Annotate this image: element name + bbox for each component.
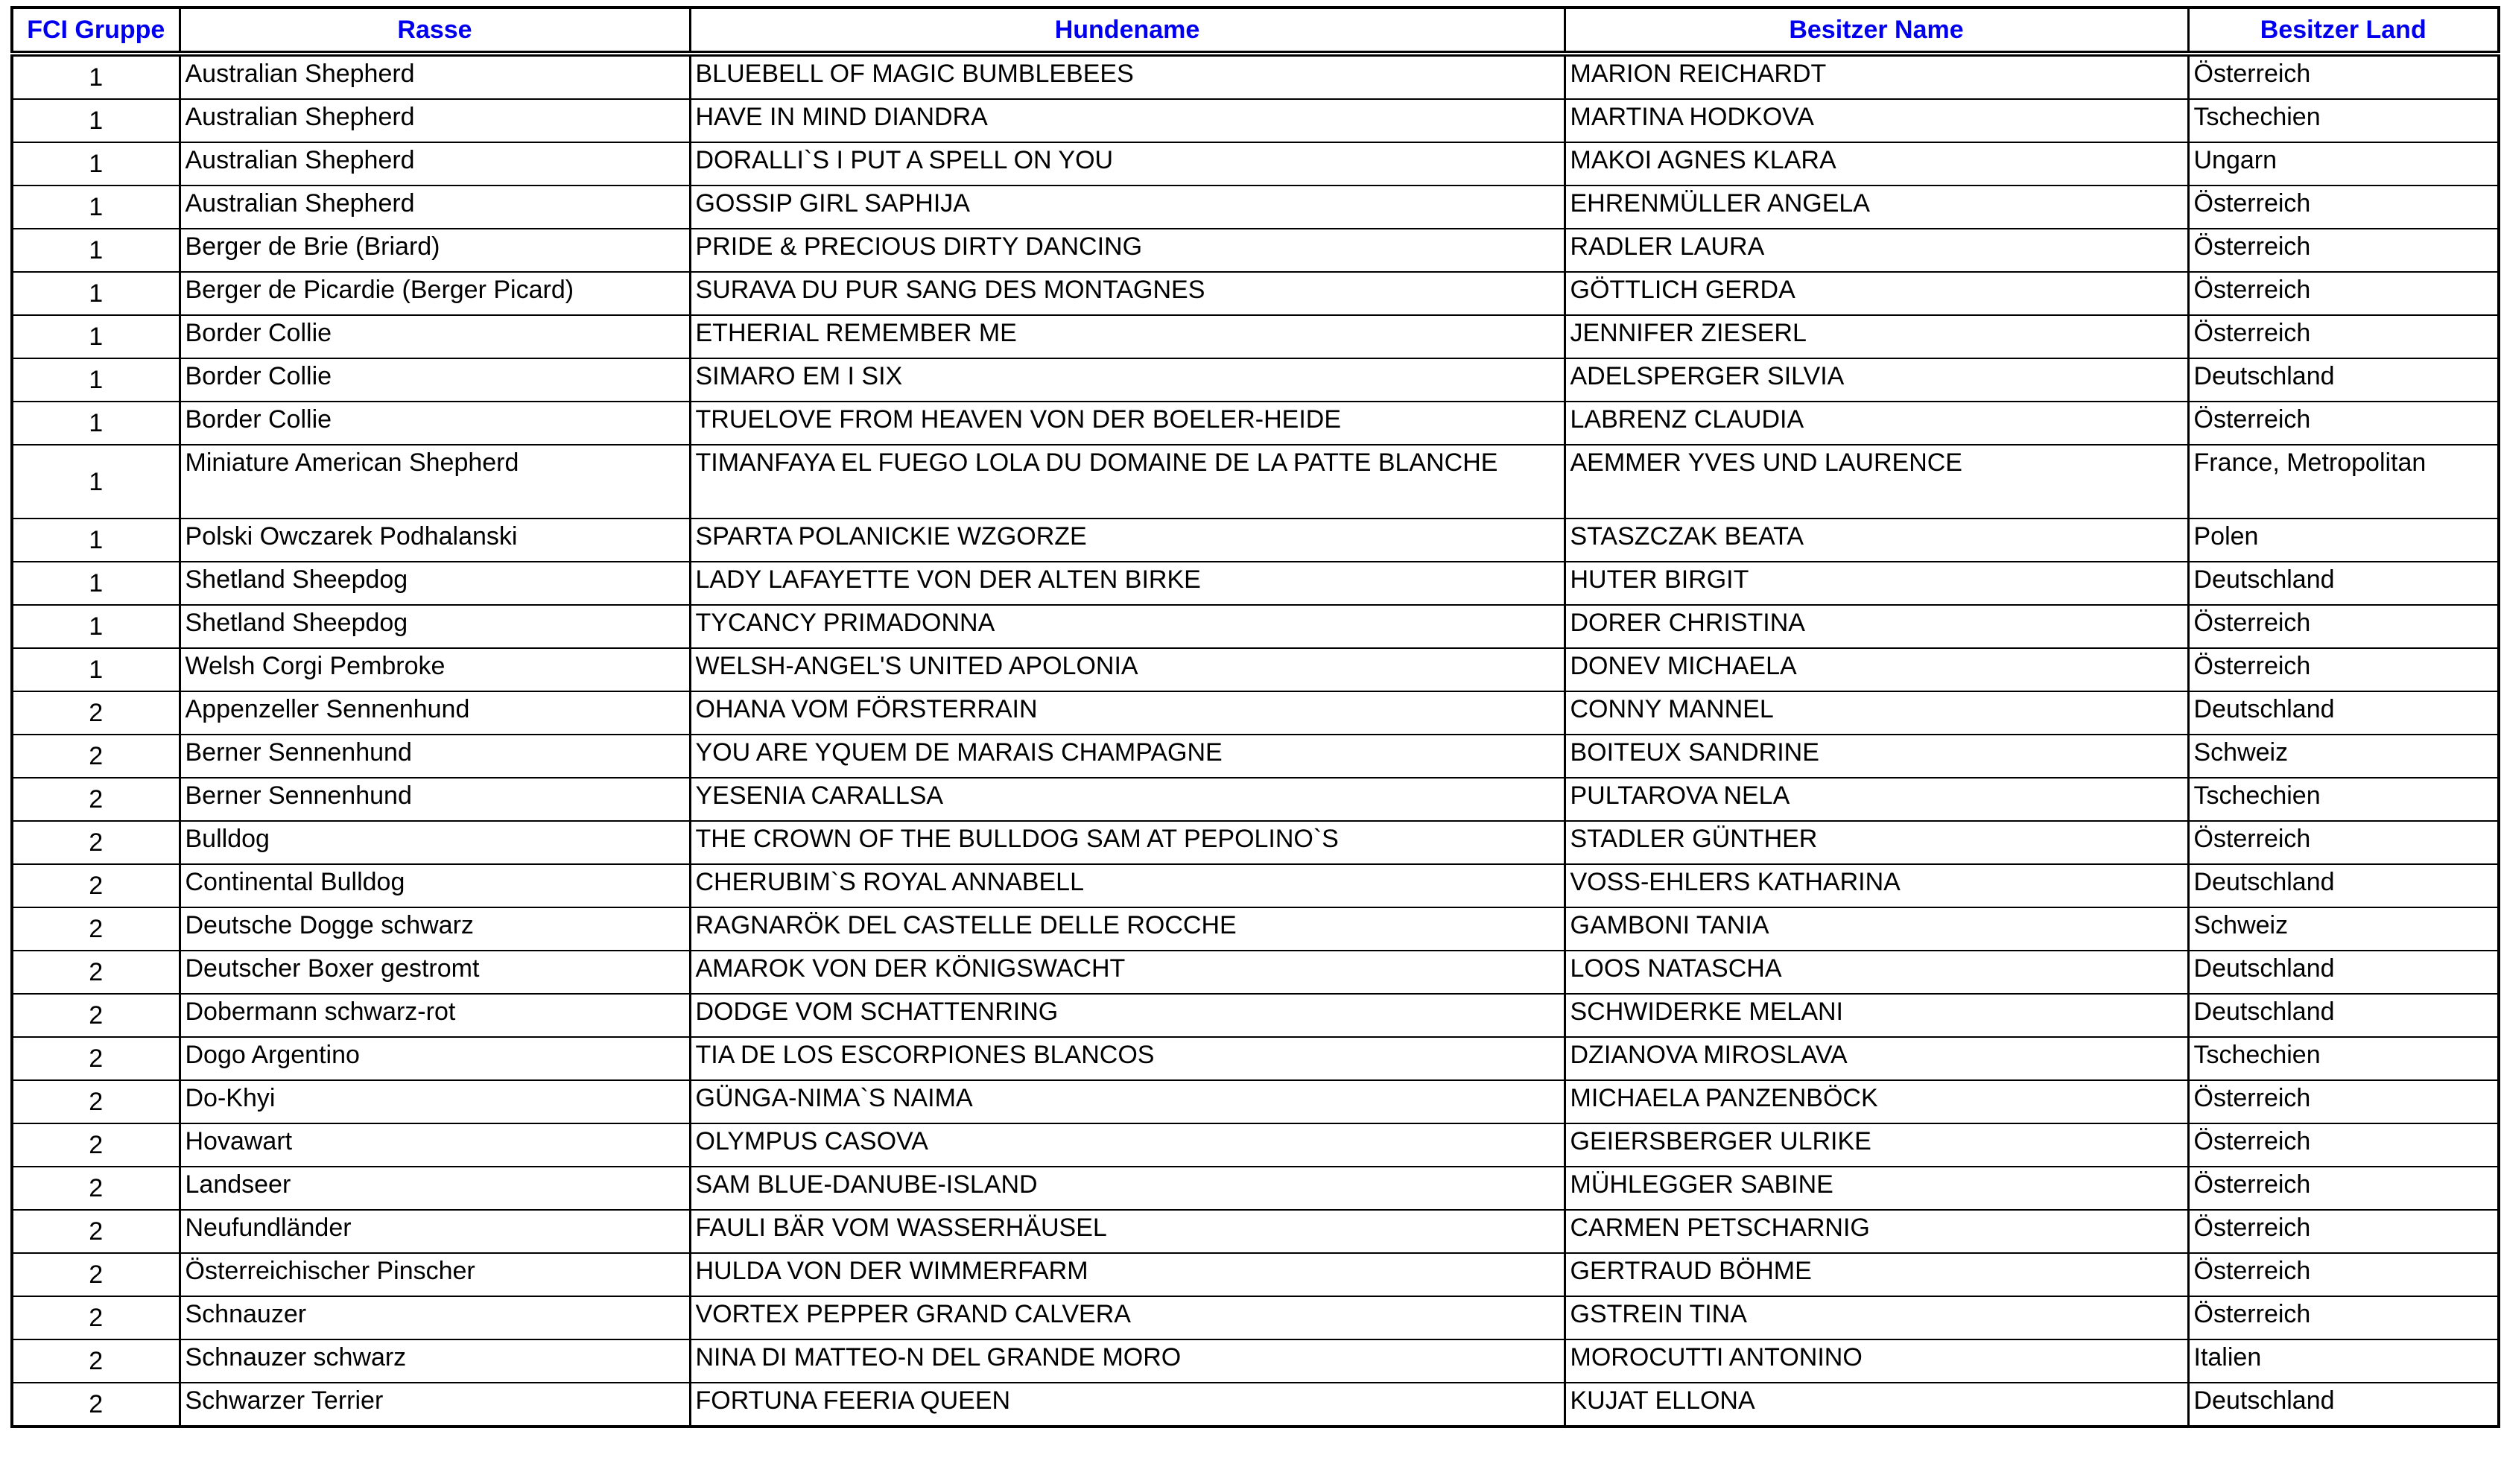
cell-dog-name: NINA DI MATTEO-N DEL GRANDE MORO: [690, 1339, 1565, 1383]
cell-owner-name: DZIANOVA MIROSLAVA: [1565, 1037, 2188, 1080]
cell-owner-country: Polen: [2188, 519, 2499, 562]
cell-breed: Bulldog: [180, 821, 690, 864]
cell-fci-group: 2: [12, 907, 180, 951]
cell-breed: Deutscher Boxer gestromt: [180, 951, 690, 994]
table-row: [12, 142, 2499, 186]
cell-breed: Border Collie: [180, 315, 690, 358]
cell-dog-name: GOSSIP GIRL SAPHIJA: [690, 186, 1565, 229]
cell-breed: Australian Shepherd: [180, 99, 690, 142]
cell-owner-country: Tschechien: [2188, 99, 2499, 142]
cell-breed: Shetland Sheepdog: [180, 605, 690, 648]
table-row: [12, 402, 2499, 445]
cell-breed: Berner Sennenhund: [180, 778, 690, 821]
cell-owner-name: GAMBONI TANIA: [1565, 907, 2188, 951]
cell-fci-group: 1: [12, 99, 180, 142]
header-owner-country: Besitzer Land: [2188, 7, 2499, 54]
table-row: [12, 272, 2499, 315]
cell-owner-country: Ungarn: [2188, 142, 2499, 186]
cell-owner-name: LABRENZ CLAUDIA: [1565, 402, 2188, 445]
cell-owner-country: Österreich: [2188, 1123, 2499, 1167]
cell-breed: Deutsche Dogge schwarz: [180, 907, 690, 951]
cell-fci-group: 2: [12, 1167, 180, 1210]
cell-owner-country: Österreich: [2188, 54, 2499, 99]
cell-fci-group: 1: [12, 229, 180, 272]
table-row: [12, 1296, 2499, 1339]
cell-owner-country: Deutschland: [2188, 864, 2499, 907]
cell-owner-country: Schweiz: [2188, 735, 2499, 778]
table-row: [12, 229, 2499, 272]
cell-dog-name: AMAROK VON DER KÖNIGSWACHT: [690, 951, 1565, 994]
cell-dog-name: WELSH-ANGEL'S UNITED APOLONIA: [690, 648, 1565, 691]
cell-owner-name: GEIERSBERGER ULRIKE: [1565, 1123, 2188, 1167]
header-owner-name: Besitzer Name: [1565, 7, 2188, 54]
table-row: [12, 99, 2499, 142]
table-row: [12, 1210, 2499, 1253]
cell-dog-name: HULDA VON DER WIMMERFARM: [690, 1253, 1565, 1296]
cell-breed: Schwarzer Terrier: [180, 1383, 690, 1427]
cell-breed: Berger de Picardie (Berger Picard): [180, 272, 690, 315]
table-row: [12, 648, 2499, 691]
cell-breed: Border Collie: [180, 358, 690, 402]
cell-fci-group: 1: [12, 445, 180, 519]
cell-fci-group: 2: [12, 1253, 180, 1296]
table-row: [12, 1080, 2499, 1123]
cell-fci-group: 2: [12, 1296, 180, 1339]
header-fci-group: FCI Gruppe: [12, 7, 180, 54]
cell-owner-name: GSTREIN TINA: [1565, 1296, 2188, 1339]
cell-owner-country: Deutschland: [2188, 994, 2499, 1037]
cell-breed: Polski Owczarek Podhalanski: [180, 519, 690, 562]
table-row: [12, 1339, 2499, 1383]
cell-owner-name: STADLER GÜNTHER: [1565, 821, 2188, 864]
cell-fci-group: 1: [12, 562, 180, 605]
cell-owner-name: BOITEUX SANDRINE: [1565, 735, 2188, 778]
table-row: [12, 519, 2499, 562]
cell-fci-group: 2: [12, 1210, 180, 1253]
table-row: [12, 186, 2499, 229]
cell-dog-name: PRIDE & PRECIOUS DIRTY DANCING: [690, 229, 1565, 272]
cell-owner-name: MARTINA HODKOVA: [1565, 99, 2188, 142]
cell-dog-name: DODGE VOM SCHATTENRING: [690, 994, 1565, 1037]
cell-owner-name: CARMEN PETSCHARNIG: [1565, 1210, 2188, 1253]
table-row: [12, 691, 2499, 735]
cell-dog-name: LADY LAFAYETTE VON DER ALTEN BIRKE: [690, 562, 1565, 605]
table-row: [12, 605, 2499, 648]
cell-owner-country: Tschechien: [2188, 1037, 2499, 1080]
cell-owner-country: Österreich: [2188, 605, 2499, 648]
cell-owner-country: Österreich: [2188, 315, 2499, 358]
cell-owner-name: GÖTTLICH GERDA: [1565, 272, 2188, 315]
cell-breed: Hovawart: [180, 1123, 690, 1167]
cell-owner-name: RADLER LAURA: [1565, 229, 2188, 272]
cell-breed: Schnauzer schwarz: [180, 1339, 690, 1383]
table-row: [12, 1123, 2499, 1167]
cell-dog-name: HAVE IN MIND DIANDRA: [690, 99, 1565, 142]
cell-dog-name: TIA DE LOS ESCORPIONES BLANCOS: [690, 1037, 1565, 1080]
cell-breed: Dogo Argentino: [180, 1037, 690, 1080]
cell-owner-country: Schweiz: [2188, 907, 2499, 951]
cell-owner-country: Deutschland: [2188, 562, 2499, 605]
cell-dog-name: GÜNGA-NIMA`S NAIMA: [690, 1080, 1565, 1123]
cell-breed: Neufundländer: [180, 1210, 690, 1253]
cell-fci-group: 2: [12, 735, 180, 778]
table-row: [12, 778, 2499, 821]
table-row: [12, 1253, 2499, 1296]
cell-owner-country: Österreich: [2188, 1167, 2499, 1210]
cell-owner-name: KUJAT ELLONA: [1565, 1383, 2188, 1427]
cell-dog-name: DORALLI`S I PUT A SPELL ON YOU: [690, 142, 1565, 186]
cell-owner-country: Österreich: [2188, 648, 2499, 691]
cell-owner-name: DONEV MICHAELA: [1565, 648, 2188, 691]
cell-owner-country: Österreich: [2188, 1253, 2499, 1296]
cell-owner-country: Deutschland: [2188, 1383, 2499, 1427]
cell-dog-name: SPARTA POLANICKIE WZGORZE: [690, 519, 1565, 562]
cell-fci-group: 2: [12, 1080, 180, 1123]
cell-owner-name: STASZCZAK BEATA: [1565, 519, 2188, 562]
cell-owner-name: ADELSPERGER SILVIA: [1565, 358, 2188, 402]
table-row: [12, 358, 2499, 402]
cell-owner-name: JENNIFER ZIESERL: [1565, 315, 2188, 358]
cell-owner-name: MÜHLEGGER SABINE: [1565, 1167, 2188, 1210]
cell-dog-name: YOU ARE YQUEM DE MARAIS CHAMPAGNE: [690, 735, 1565, 778]
cell-owner-name: GERTRAUD BÖHME: [1565, 1253, 2188, 1296]
cell-dog-name: TYCANCY PRIMADONNA: [690, 605, 1565, 648]
cell-dog-name: THE CROWN OF THE BULLDOG SAM AT PEPOLINO`S: [690, 821, 1565, 864]
cell-fci-group: 2: [12, 1037, 180, 1080]
cell-owner-country: Tschechien: [2188, 778, 2499, 821]
cell-breed: Berger de Brie (Briard): [180, 229, 690, 272]
cell-owner-name: SCHWIDERKE MELANI: [1565, 994, 2188, 1037]
cell-breed: Österreichischer Pinscher: [180, 1253, 690, 1296]
cell-fci-group: 1: [12, 605, 180, 648]
cell-fci-group: 1: [12, 648, 180, 691]
cell-fci-group: 2: [12, 1383, 180, 1427]
cell-owner-country: Österreich: [2188, 1296, 2499, 1339]
cell-owner-country: Österreich: [2188, 1210, 2499, 1253]
cell-owner-name: MARION REICHARDT: [1565, 54, 2188, 99]
cell-owner-country: Deutschland: [2188, 691, 2499, 735]
cell-fci-group: 2: [12, 821, 180, 864]
cell-breed: Miniature American Shepherd: [180, 445, 690, 519]
cell-fci-group: 2: [12, 691, 180, 735]
cell-owner-country: Österreich: [2188, 1080, 2499, 1123]
cell-owner-country: Österreich: [2188, 821, 2499, 864]
cell-dog-name: TIMANFAYA EL FUEGO LOLA DU DOMAINE DE LA PATTE BLANCHE: [690, 445, 1565, 519]
table-row: [12, 1037, 2499, 1080]
cell-breed: Welsh Corgi Pembroke: [180, 648, 690, 691]
cell-fci-group: 1: [12, 402, 180, 445]
cell-breed: Border Collie: [180, 402, 690, 445]
cell-owner-name: VOSS-EHLERS KATHARINA: [1565, 864, 2188, 907]
table-row: [12, 821, 2499, 864]
cell-owner-name: MAKOI AGNES KLARA: [1565, 142, 2188, 186]
cell-dog-name: CHERUBIM`S ROYAL ANNABELL: [690, 864, 1565, 907]
cell-fci-group: 1: [12, 358, 180, 402]
cell-owner-name: LOOS NATASCHA: [1565, 951, 2188, 994]
cell-breed: Australian Shepherd: [180, 142, 690, 186]
table-row: [12, 445, 2499, 519]
table-row: [12, 907, 2499, 951]
cell-dog-name: FAULI BÄR VOM WASSERHÄUSEL: [690, 1210, 1565, 1253]
table-row: [12, 315, 2499, 358]
cell-owner-name: CONNY MANNEL: [1565, 691, 2188, 735]
cell-dog-name: BLUEBELL OF MAGIC BUMBLEBEES: [690, 54, 1565, 99]
cell-dog-name: SAM BLUE-DANUBE-ISLAND: [690, 1167, 1565, 1210]
cell-owner-country: Österreich: [2188, 229, 2499, 272]
cell-breed: Landseer: [180, 1167, 690, 1210]
table-row: [12, 1383, 2499, 1427]
cell-owner-country: France, Metropolitan: [2188, 445, 2499, 519]
table-row: [12, 562, 2499, 605]
cell-fci-group: 2: [12, 1123, 180, 1167]
cell-fci-group: 1: [12, 54, 180, 99]
cell-dog-name: ETHERIAL REMEMBER ME: [690, 315, 1565, 358]
cell-dog-name: OLYMPUS CASOVA: [690, 1123, 1565, 1167]
cell-breed: Berner Sennenhund: [180, 735, 690, 778]
cell-fci-group: 1: [12, 142, 180, 186]
cell-dog-name: SURAVA DU PUR SANG DES MONTAGNES: [690, 272, 1565, 315]
table-row: [12, 864, 2499, 907]
cell-fci-group: 2: [12, 864, 180, 907]
cell-owner-country: Deutschland: [2188, 951, 2499, 994]
header-dog-name: Hundename: [690, 7, 1565, 54]
spreadsheet: [10, 6, 2497, 1428]
cell-dog-name: YESENIA CARALLSA: [690, 778, 1565, 821]
cell-dog-name: SIMARO EM I SIX: [690, 358, 1565, 402]
cell-dog-name: OHANA VOM FÖRSTERRAIN: [690, 691, 1565, 735]
cell-owner-country: Italien: [2188, 1339, 2499, 1383]
cell-owner-name: MOROCUTTI ANTONINO: [1565, 1339, 2188, 1383]
cell-dog-name: TRUELOVE FROM HEAVEN VON DER BOELER-HEIDE: [690, 402, 1565, 445]
cell-fci-group: 2: [12, 1339, 180, 1383]
cell-breed: Do-Khyi: [180, 1080, 690, 1123]
cell-fci-group: 2: [12, 994, 180, 1037]
dog-registration-table: [10, 6, 2500, 1428]
table-row: [12, 54, 2499, 99]
header-breed: Rasse: [180, 7, 690, 54]
cell-owner-name: DORER CHRISTINA: [1565, 605, 2188, 648]
cell-breed: Continental Bulldog: [180, 864, 690, 907]
cell-fci-group: 2: [12, 951, 180, 994]
cell-owner-name: MICHAELA PANZENBÖCK: [1565, 1080, 2188, 1123]
cell-dog-name: VORTEX PEPPER GRAND CALVERA: [690, 1296, 1565, 1339]
cell-dog-name: RAGNARÖK DEL CASTELLE DELLE ROCCHE: [690, 907, 1565, 951]
table-row: [12, 735, 2499, 778]
header-row: [12, 7, 2499, 54]
cell-breed: Australian Shepherd: [180, 54, 690, 99]
cell-fci-group: 1: [12, 186, 180, 229]
table-row: [12, 951, 2499, 994]
cell-owner-country: Österreich: [2188, 402, 2499, 445]
cell-fci-group: 1: [12, 519, 180, 562]
cell-breed: Shetland Sheepdog: [180, 562, 690, 605]
cell-fci-group: 1: [12, 272, 180, 315]
cell-breed: Schnauzer: [180, 1296, 690, 1339]
cell-dog-name: FORTUNA FEERIA QUEEN: [690, 1383, 1565, 1427]
cell-breed: Appenzeller Sennenhund: [180, 691, 690, 735]
cell-owner-name: AEMMER YVES UND LAURENCE: [1565, 445, 2188, 519]
cell-breed: Dobermann schwarz-rot: [180, 994, 690, 1037]
cell-owner-country: Österreich: [2188, 186, 2499, 229]
cell-breed: Australian Shepherd: [180, 186, 690, 229]
cell-owner-name: HUTER BIRGIT: [1565, 562, 2188, 605]
table-row: [12, 1167, 2499, 1210]
cell-fci-group: 1: [12, 315, 180, 358]
cell-owner-name: EHRENMÜLLER ANGELA: [1565, 186, 2188, 229]
cell-fci-group: 2: [12, 778, 180, 821]
cell-owner-name: PULTAROVA NELA: [1565, 778, 2188, 821]
table-body: [12, 54, 2499, 1427]
cell-owner-country: Deutschland: [2188, 358, 2499, 402]
table-row: [12, 994, 2499, 1037]
cell-owner-country: Österreich: [2188, 272, 2499, 315]
